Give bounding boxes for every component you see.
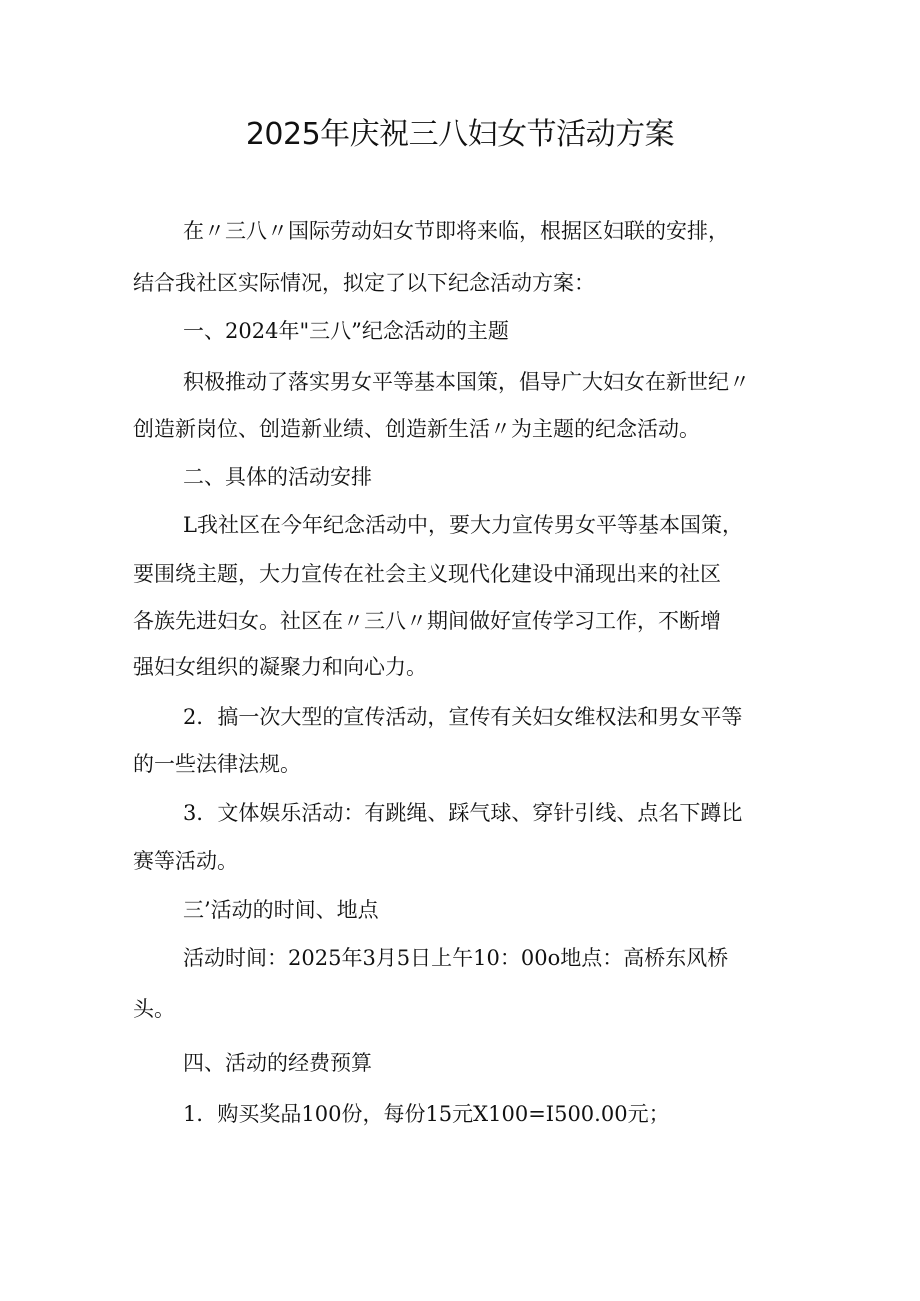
list-item-line: 的一些法律法规。 [133, 752, 301, 776]
section-heading: 二、具体的活动安排 [183, 465, 372, 489]
list-item-line: 1．购买奖品100份，每份15元X100=I500.00元； [183, 1102, 670, 1126]
paragraph-line: 头。 [133, 997, 175, 1021]
paragraph-line: L我社区在今年纪念活动中，要大力宣传男女平等基本国策， [183, 513, 743, 537]
paragraph-line: 创造新岗位、创造新业绩、创造新生活〃为主题的纪念活动。 [133, 417, 700, 441]
paragraph-line: 在〃三八〃国际劳动妇女节即将来临，根据区妇联的安排， [183, 219, 729, 243]
paragraph-line: 要围绕主题，大力宣传在社会主义现代化建设中涌现出来的社区 [133, 562, 721, 586]
paragraph-line: 强妇女组织的凝聚力和向心力。 [133, 655, 427, 679]
document-title: 2025年庆祝三八妇女节活动方案 [245, 117, 675, 152]
section-heading: 三’活动的时间、地点 [183, 898, 379, 922]
paragraph-line: 各族先进妇女。社区在〃三八〃期间做好宣传学习工作，不断增 [133, 609, 721, 633]
paragraph-line: 结合我社区实际情况，拟定了以下纪念活动方案： [133, 271, 595, 295]
paragraph-line: 活动时间：2025年3月5日上午10：00o地点：高桥东风桥 [183, 946, 729, 970]
section-heading: 一、2024年"三八”纪念活动的主题 [183, 319, 509, 343]
list-item-line: 赛等活动。 [133, 849, 238, 873]
paragraph-line: 积极推动了落实男女平等基本国策，倡导广大妇女在新世纪〃 [183, 370, 750, 394]
list-item-line: 3．文体娱乐活动：有跳绳、踩气球、穿针引线、点名下蹲比 [183, 801, 743, 825]
list-item-line: 2．搞一次大型的宣传活动，宣传有关妇女维权法和男女平等 [183, 705, 743, 729]
section-heading: 四、活动的经费预算 [183, 1051, 372, 1075]
